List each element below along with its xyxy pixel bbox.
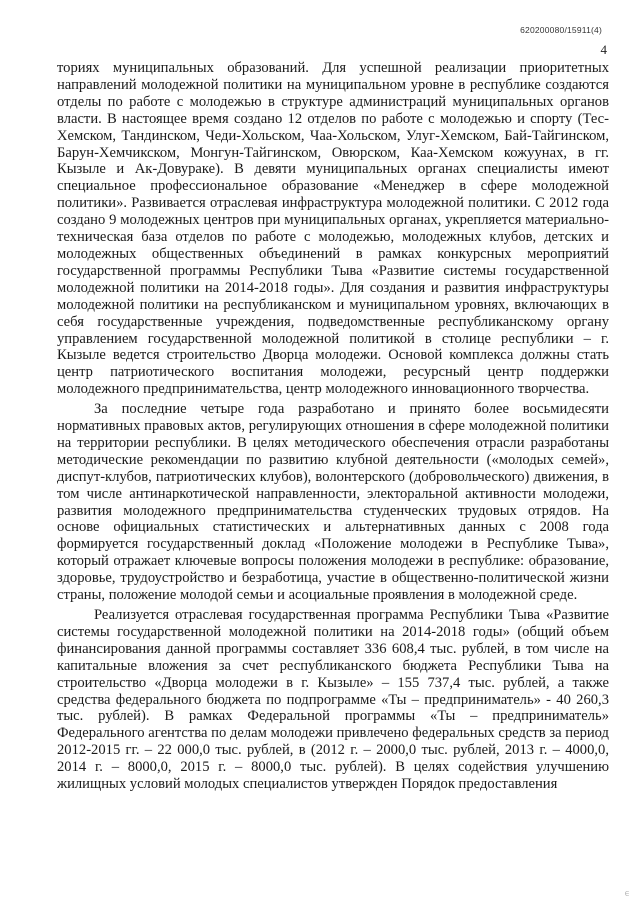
paragraph-state-program: Реализуется отраслевая государственная программа Республики Тыва «Развитие системы государственной молодежной политики на 2014-2018 годы» (общий объем финансирования данной программы составляет 336 608,4 тыс. рублей, в том числе на капитальные вложения за счет республиканского бюджета Республики Тыва на строительство «Дворца молодежи в г. Кызыле» – 155 737,4 тыс. рублей, а также средства федерального бюджета по подпрограмме «Ты – предприниматель» - 40 260,3 тыс. рублей). В рамках Федеральной программы «Ты – предприниматель» Федерального агентства по делам молодежи привлечено федеральных средств за период 2012-2015 гг. – 22 000,0 тыс. рублей, в (2012 г. – 2000,0 тыс. рублей, 2013 г. – 4000,0, 2014 г. – 8000,0, 2015 г. – 8000,0 тыс. рублей). В целях содействия улучшению жилищных условий молодых специалистов утвержден Порядок предоставления: [57, 607, 609, 793]
scan-artifact-mark: ϵ: [624, 889, 630, 899]
paragraph-normative-acts: За последние четыре года разработано и принято более восьмидесяти нормативных правовых актов, регулирующих отношения в сфере молодежной политики на территории республики. В целях методического обеспечения отрасли разработаны методические рекомендации по развитию клубной деятельности («молодых семей», диспут-клубов, патриотических клубов), волонтерского (добровольческого) движения, в том числе антинаркотической направленности, электоральной активности молодежи, развития молодежного предпринимательства студенческих трудовых отрядов. На основе официальных статистических и альтернативных данных с 2008 года формируется государственный доклад «Положение молодежи в Республике Тыва», который отражает ключевые вопросы положения молодежи в республике: образование, здоровье, трудоустройство и безработица, участие в общественно-политической жизни страны, положение молодой семьи и асоциальные проявления в молодежной среде.: [57, 401, 609, 604]
page-number: 4: [600, 42, 607, 57]
paragraph-continuation: ториях муниципальных образований. Для успешной реализации приоритетных направлений молодежной политики на муниципальном уровне в республике создаются отделы по работе с молодежью в структуре администраций муниципальных органов власти. В настоящее время создано 12 отделов по работе с молодежью и спорту (Тес-Хемском, Тандинском, Чеди-Хольском, Чаа-Хольском, Улуг-Хемском, Бай-Тайгинском, Барун-Хемчикском, Монгун-Тайгинском, Овюрском, Каа-Хемском кожуунах, в гг. Кызыле и Ак-Довураке). В девяти муниципальных органах специалисты имеют специальное профессиональное образование «Менеджер в сфере молодежной политики». Развивается отраслевая инфраструктура молодежной политики. С 2012 года создано 9 молодежных центров при муниципальных органах, укрепляется материально-техническая база отделов по работе с молодежью, молодежных клубов, детских и молодежных общественных объединений в рамках конкурсных мероприятий государственной программы Республики Тыва «Развитие системы государственной молодежной политики на 2014-2018 годы». Для создания и развития инфраструктуры молодежной политики на республиканском и муниципальном уровнях, включающих в себя государственные учреждения, подведомственные республиканскому органу управлением государственной молодежной политикой в столице республики – г. Кызыле ведется строительство Дворца молодежи. Основой комплекса должны стать центр патриотического воспитания молодежи, ресурсный центр поддержки молодежного предпринимательства, центр молодежного инновационного творчества.: [57, 60, 609, 398]
document-code: 620200080/15911(4): [520, 25, 602, 35]
body-text: [57, 60, 609, 793]
